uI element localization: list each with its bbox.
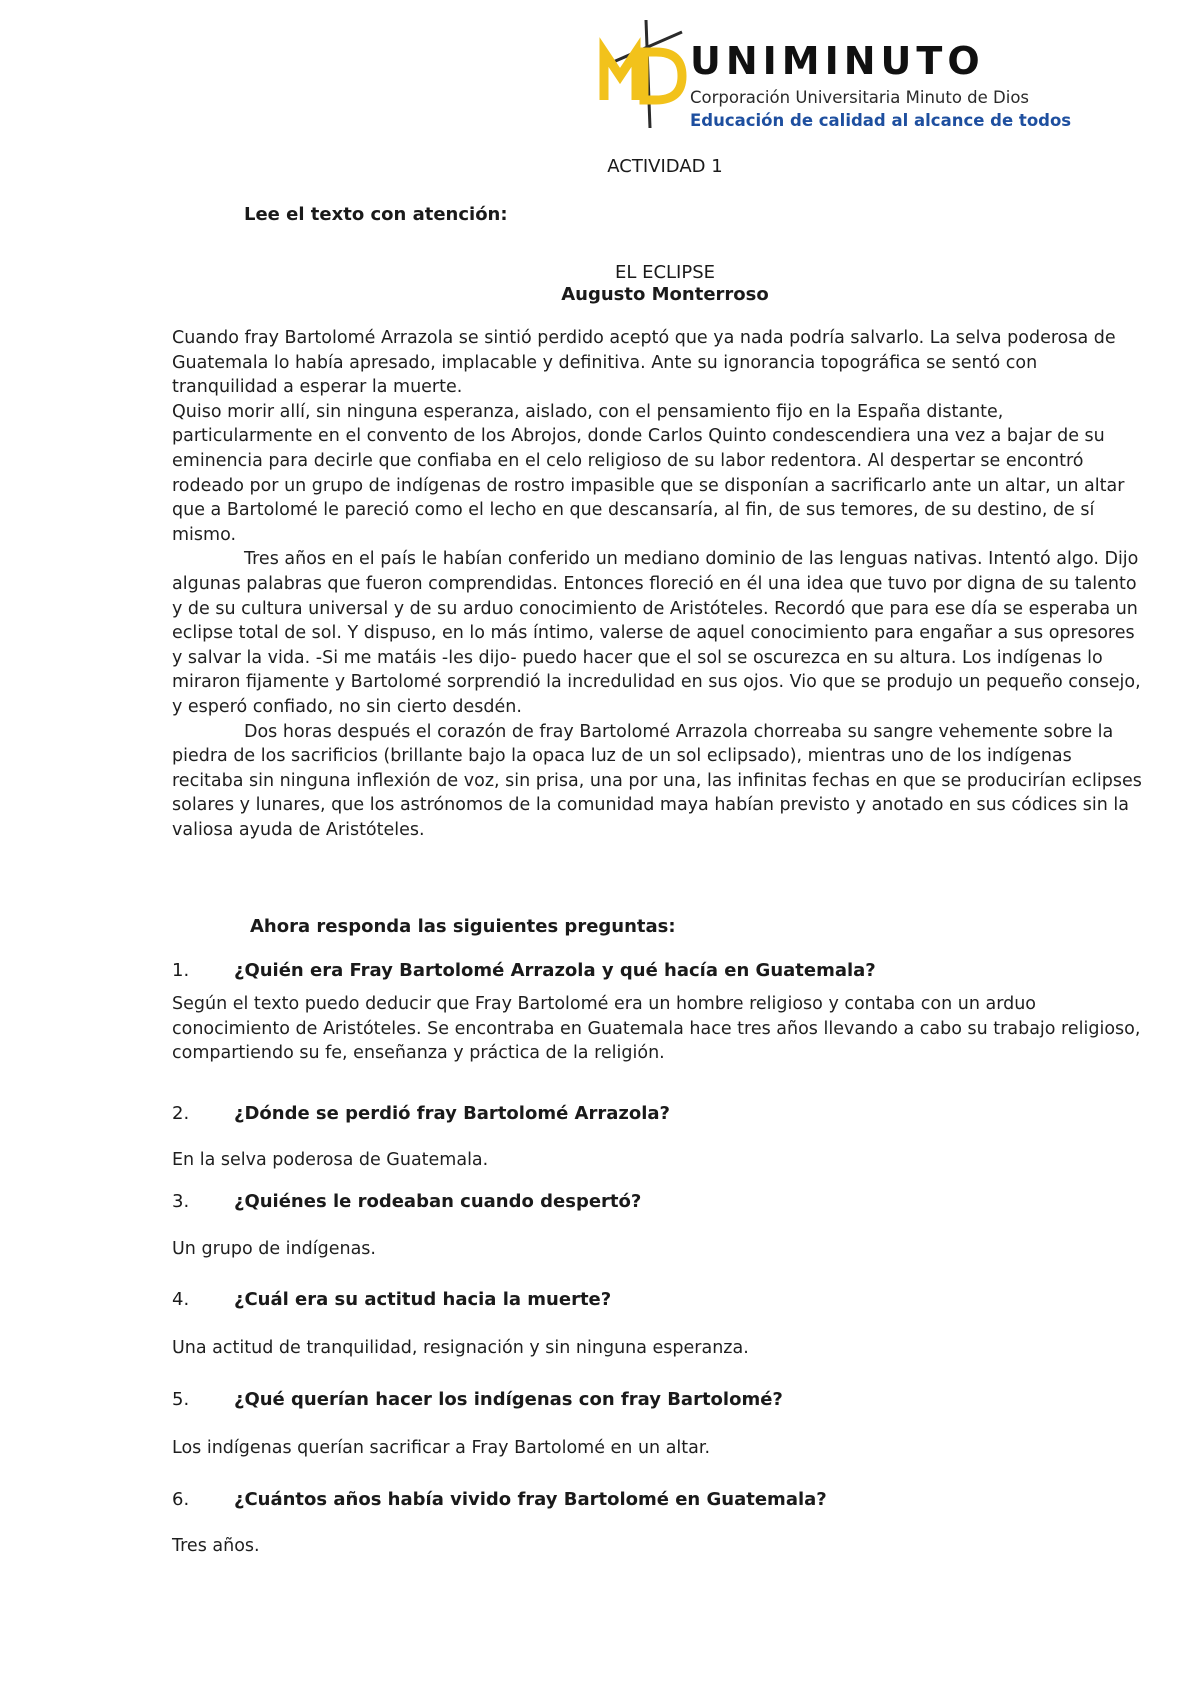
question-text: ¿Qué querían hacer los indígenas con fray Bartolomé?: [234, 1389, 783, 1410]
question-2: [172, 1103, 670, 1124]
question-4: [172, 1289, 611, 1310]
question-3: [172, 1191, 641, 1212]
question-number: 1.: [172, 960, 190, 981]
story-title: EL ECLIPSE: [614, 262, 716, 283]
answer-4: Una actitud de tranquilidad, resignación y sin ninguna esperanza.: [172, 1338, 749, 1358]
question-number: 4.: [172, 1289, 190, 1310]
answer-1: Según el texto puedo deducir que Fray Bartolomé era un hombre religioso y contaba con un arduo conocimiento de Aristóteles. Se encontraba en Guatemala hace tres años llevando a cabo su trabajo religioso, compartiendo su fe, enseñanza y práctica de la religión.: [172, 994, 1141, 1064]
md-cross-emblem: [598, 18, 690, 130]
story-paragraph: Quiso morir allí, sin ninguna esperanza, aislado, con el pensamiento fijo en la España distante, particularmente en el convento de los Abrojos, donde Carlos Quinto condescendiera una vez a bajar de su eminencia para decirle que confiaba en el celo religioso de su labor redentora. Al despertar se encontró rodeado por un grupo de indígenas de rostro impasible que se disponían a sacrificarlo ante un altar, un altar que a Bartolomé le pareció como el lecho en que descansaría, al fin, de sus temores, de su destino, de sí mismo.: [172, 401, 1125, 545]
story-title-block: [0, 262, 1200, 306]
activity-heading: ACTIVIDAD 1: [607, 156, 723, 177]
question-6: [172, 1489, 827, 1510]
uniminuto-logo: [598, 18, 1078, 130]
question-number: 2.: [172, 1103, 190, 1124]
story-paragraph: Cuando fray Bartolomé Arrazola se sintió perdido aceptó que ya nada podría salvarlo. La selva poderosa de Guatemala lo había apresado, implacable y definitiva. Ante su ignorancia topográfica se sentó con tranquilidad a esperar la muerte.: [172, 328, 1116, 398]
story-paragraph: Dos horas después el corazón de fray Bartolomé Arrazola chorreaba su sangre vehemente sobre la piedra de los sacrificios (brillante bajo la opaca luz de un sol eclipsado), mientras uno de los indígenas recitaba sin ninguna inflexión de voz, sin prisa, una por una, las infinitas fechas en que se producirían eclipses solares y lunares, que los astrónomos de la comunidad maya habían previsto y anotado en sus códices sin la valiosa ayuda de Aristóteles.: [172, 721, 1142, 840]
story-text: [172, 326, 1142, 842]
question-text: ¿Cuántos años había vivido fray Bartolomé en Guatemala?: [234, 1489, 827, 1510]
brand-name: UNIMINUTO: [690, 39, 985, 83]
question-number: 5.: [172, 1389, 190, 1410]
story-paragraph: Tres años en el país le habían conferido un mediano dominio de las lenguas nativas. Intentó algo. Dijo algunas palabras que fueron comprendidas. Entonces floreció en él una idea que tuvo por digna de su talento y de su cultura universal y de su arduo conocimiento de Aristóteles. Recordó que para ese día se esperaba un eclipse total de sol. Y dispuso, en lo más íntimo, valerse de aquel conocimiento para engañar a sus opresores y salvar la vida. -Si me matáis -les dijo- puedo hacer que el sol se oscurezca en su altura. Los indígenas lo miraron fijamente y Bartolomé sorprendió la incredulidad en sus ojos. Vio que se produjo un pequeño consejo, y esperó confiado, no sin cierto desdén.: [172, 549, 1141, 717]
question-1: [172, 960, 876, 981]
intro-instruction: Lee el texto con atención:: [244, 204, 508, 225]
question-number: 6.: [172, 1489, 190, 1510]
story-author: Augusto Monterroso: [561, 284, 769, 305]
question-text: ¿Quién era Fray Bartolomé Arrazola y qué hacía en Guatemala?: [234, 960, 876, 981]
questions-title: Ahora responda las siguientes preguntas:: [250, 916, 676, 937]
brand-tagline: Educación de calidad al alcance de todos: [690, 111, 1072, 130]
question-5: [172, 1389, 783, 1410]
question-text: ¿Cuál era su actitud hacia la muerte?: [234, 1289, 612, 1310]
brand-subtitle: Corporación Universitaria Minuto de Dios: [690, 88, 1030, 107]
answer-6: Tres años.: [172, 1536, 260, 1556]
answer-5: Los indígenas querían sacrificar a Fray Bartolomé en un altar.: [172, 1438, 711, 1458]
answer-3: Un grupo de indígenas.: [172, 1239, 376, 1259]
question-number: 3.: [172, 1191, 190, 1212]
question-text: ¿Quiénes le rodeaban cuando despertó?: [234, 1191, 642, 1212]
answer-2: En la selva poderosa de Guatemala.: [172, 1150, 489, 1170]
question-text: ¿Dónde se perdió fray Bartolomé Arrazola?: [234, 1103, 670, 1124]
